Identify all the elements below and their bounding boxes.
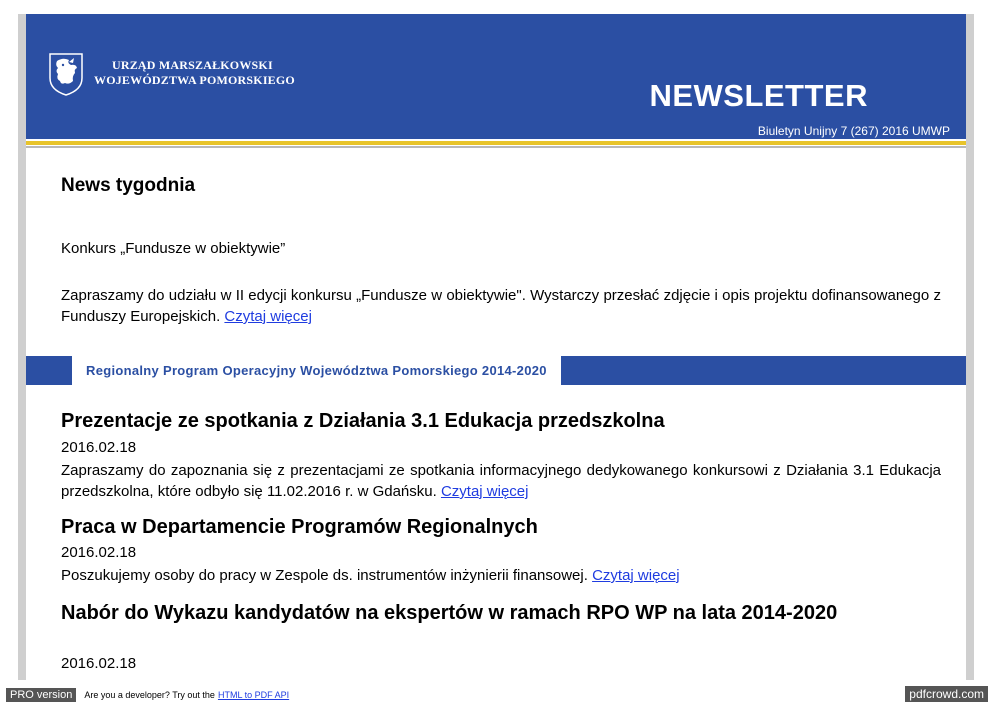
section-title-news: News tygodnia xyxy=(61,175,196,196)
umwp-logo xyxy=(48,52,295,96)
article-body: Zapraszamy do zapoznania się z prezentacjami ze spotkania informacyjnego dedykowanego konkursowi z Działania 3.1 Edukacja przedszkolna, które odbyło się 11.02.2016 r. w Gdańsku. xyxy=(61,462,941,500)
newsletter-title: NEWSLETTER xyxy=(649,78,868,113)
logo-text xyxy=(94,58,295,88)
news-item-text xyxy=(61,285,941,327)
news-item-body: Zapraszamy do udziału w II edycji konkursu „Fundusze w obiektywie". Wystarczy przesłać zdjęcie i opis projektu dofinansowanego z Funduszy Europejskich. xyxy=(61,287,941,325)
read-more-link[interactable]: Czytaj więcej xyxy=(592,567,680,584)
read-more-link[interactable]: Czytaj więcej xyxy=(224,308,312,325)
pdfcrowd-brand[interactable]: pdfcrowd.com xyxy=(905,686,988,702)
read-more-link[interactable]: Czytaj więcej xyxy=(440,483,529,500)
griffin-icon xyxy=(48,52,84,96)
pdfcrowd-footer xyxy=(6,687,289,702)
pro-version-badge[interactable]: PRO version xyxy=(6,688,76,702)
logo-line-1: URZĄD MARSZAŁKOWSKI xyxy=(112,58,273,72)
article-date: 2016.02.18 xyxy=(61,439,137,456)
yellow-divider xyxy=(26,141,966,145)
section-band-label: Regionalny Program Operacyjny Województwa Pomorskiego 2014-2020 xyxy=(72,356,561,385)
article-text xyxy=(61,460,941,502)
article-date: 2016.02.18 xyxy=(61,544,137,561)
gray-divider xyxy=(26,146,966,148)
developer-text: Are you a developer? Try out the xyxy=(84,689,215,700)
news-item-title: Konkurs „Fundusze w obiektywie” xyxy=(61,240,286,257)
article-title: Praca w Departamencie Programów Regionalnych xyxy=(61,516,538,538)
article-title: Prezentacje ze spotkania z Działania 3.1 Edukacja przedszkolna xyxy=(61,410,665,432)
right-border xyxy=(966,14,974,680)
article-body: Poszukujemy osoby do pracy w Zespole ds. instrumentów inżynierii finansowej. xyxy=(61,567,588,584)
article-text xyxy=(61,565,941,586)
article-date: 2016.02.18 xyxy=(61,655,137,672)
html-to-pdf-api-link[interactable]: HTML to PDF API xyxy=(217,689,290,700)
newsletter-header xyxy=(26,14,966,139)
left-border xyxy=(18,14,26,680)
article-title: Nabór do Wykazu kandydatów na ekspertów w ramach RPO WP na lata 2014-2020 xyxy=(61,602,838,624)
issue-label: Biuletyn Unijny 7 (267) 2016 UMWP xyxy=(757,124,950,138)
logo-line-2: WOJEWÓDZTWA POMORSKIEGO xyxy=(94,73,295,87)
